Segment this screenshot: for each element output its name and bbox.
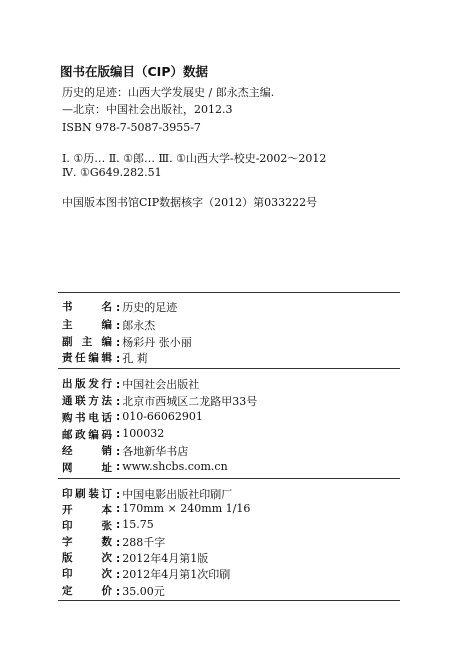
printing-label: 印张: [62, 520, 112, 532]
printing-row: 印刷装订 : 中国电影出版社印刷厂: [62, 488, 233, 501]
printing-row: 版次 : 2012年4月第1版: [62, 552, 209, 565]
publisher-label: 购书电话: [62, 412, 112, 424]
printing-label: 开本: [62, 504, 112, 516]
credit-label: 书名: [62, 301, 112, 313]
credit-label: 副主编: [62, 336, 112, 348]
printing-row: 定价 : 35.00元: [62, 585, 165, 598]
cip-publisher-line: —北京：中国社会出版社，2012.3: [62, 103, 233, 116]
credit-row: 主编 : 郎永杰: [62, 319, 156, 332]
credit-row: 副主编 : 杨彩丹 张小丽: [62, 336, 192, 349]
cip-classification-1: Ⅰ. ①历… Ⅱ. ①郎… Ⅲ. ①山西大学-校史-2002～2012: [62, 152, 327, 165]
printing-label: 印次: [62, 568, 112, 580]
printing-row: 字数 : 288千字: [62, 536, 166, 549]
printing-label: 版次: [62, 552, 112, 564]
section-divider: [58, 368, 400, 369]
publisher-value: 北京市西城区二龙路甲33号: [122, 395, 258, 408]
credit-row: 责任编辑 : 孔 莉: [62, 352, 148, 365]
publisher-value: 100032: [122, 427, 165, 440]
publisher-row: 购书电话 : 010-66062901: [62, 410, 203, 424]
publisher-value: 010-66062901: [122, 410, 203, 423]
publisher-label: 出版发行: [62, 378, 112, 390]
printing-value: 35.00元: [122, 585, 165, 598]
credit-value: 历史的足迹: [122, 301, 178, 314]
cip-classification-2: Ⅳ. ①G649.282.51: [62, 166, 162, 179]
section-divider: [58, 478, 400, 479]
publisher-label: 邮政编码: [62, 429, 112, 441]
publisher-label: 网址: [62, 462, 112, 474]
cip-title-line: 历史的足迹：山西大学发展史 / 郎永杰主编.: [62, 86, 275, 99]
publisher-label: 经销: [62, 445, 112, 457]
printing-label: 定价: [62, 585, 112, 597]
publisher-value: 中国社会出版社: [122, 378, 200, 391]
printing-row: 印张 : 15.75: [62, 518, 154, 532]
section-divider: [58, 292, 400, 293]
credit-value: 杨彩丹 张小丽: [122, 336, 192, 349]
printing-value: 2012年4月第1次印刷: [122, 568, 231, 581]
printing-value: 170mm × 240mm 1/16: [122, 502, 251, 515]
cip-heading: 图书在版编目（CIP）数据: [60, 64, 208, 79]
printing-label: 字数: [62, 536, 112, 548]
publisher-row: 经销 : 各地新华书店: [62, 445, 189, 458]
printing-value: 中国电影出版社印刷厂: [122, 488, 233, 501]
cip-approval-number: 中国版本图书馆CIP数据核字（2012）第033222号: [62, 196, 318, 209]
credit-label: 责任编辑: [62, 352, 112, 364]
printing-value: 15.75: [122, 518, 154, 531]
publisher-row: 邮政编码 : 100032: [62, 427, 165, 441]
printing-value: 288千字: [122, 536, 166, 549]
publisher-label: 通联方法: [62, 395, 112, 407]
publisher-row: 通联方法 : 北京市西城区二龙路甲33号: [62, 395, 258, 408]
credit-value: 孔 莉: [122, 352, 148, 365]
publisher-row: 网址 : www.shcbs.com.cn: [62, 460, 228, 474]
printing-row: 开本 : 170mm × 240mm 1/16: [62, 502, 251, 516]
publisher-value: www.shcbs.com.cn: [122, 460, 228, 473]
credit-label: 主编: [62, 319, 112, 331]
printing-label: 印刷装订: [62, 488, 112, 500]
section-divider: [58, 600, 400, 601]
printing-value: 2012年4月第1版: [122, 552, 209, 565]
credit-value: 郎永杰: [122, 319, 156, 332]
publisher-value: 各地新华书店: [122, 445, 189, 458]
cip-isbn: ISBN 978-7-5087-3955-7: [62, 121, 201, 134]
publisher-row: 出版发行 : 中国社会出版社: [62, 378, 200, 391]
credit-row: 书名 : 历史的足迹: [62, 301, 178, 314]
printing-row: 印次 : 2012年4月第1次印刷: [62, 568, 231, 581]
